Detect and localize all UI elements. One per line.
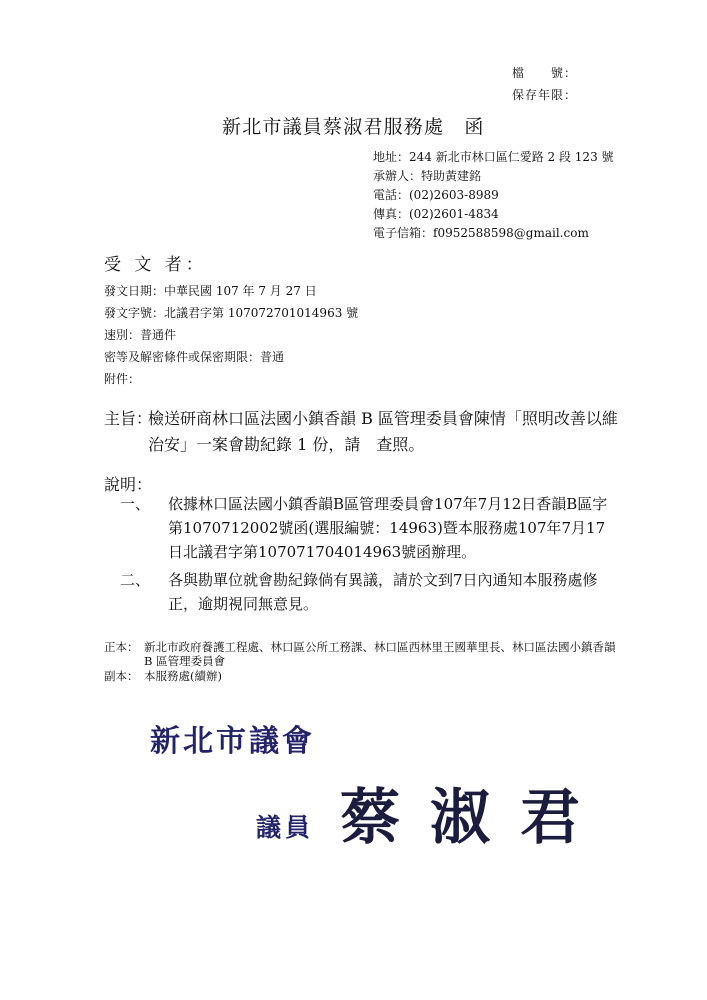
contact-handler: 承辦人：特助黃建銘 [373,169,482,183]
recipient-label: 受 文 者： [104,255,207,275]
stamp-organization: 新北市議會 [150,724,315,759]
contact-address: 地址：244 新北市林口區仁愛路 2 段 123 號 [373,150,614,164]
explanation-heading: 說明： [104,475,153,494]
subject-prefix: 主旨： [104,409,153,428]
explanation-item [120,492,620,564]
contact-phone: 電話：(02)2603-8989 [373,188,499,202]
distribution-main-label: 正本： [104,640,139,654]
meta-doc-number: 發文字號：北議君字第 107072701014963 號 [104,306,359,320]
archive-retention-period: 保存年限： [512,88,578,102]
distribution-copy [104,669,624,685]
distribution-copy-label: 副本： [104,669,139,683]
distribution-copy-list: 本服務處(續辦) [144,669,222,683]
archive-file-number: 檔 號： [512,66,578,80]
meta-date: 發文日期：中華民國 107 年 7 月 27 日 [104,284,317,298]
meta-confidentiality: 密等及解密條件或保密期限：普通 [104,350,285,364]
explanation-item-text: 依據林口區法國小鎮香韻B區管理委員會107年7月12日香韻B區字第1070712002號函(選服編號：14963)暨本服務處107年7月17日北議君字第107071704014963號函辦理。 [168,495,608,561]
distribution-main-list: 新北市政府養護工程處、林口區公所工務課、林口區西林里王國華里長、林口區法國小鎮香韻 B 區管理委員會 [144,640,616,668]
explanation-item-number: 一、 [120,495,151,513]
meta-attachment: 附件： [104,372,141,386]
subject-text: 檢送研商林口區法國小鎮香韻 B 區管理委員會陳情「照明改善以維治安」一案會勘紀錄 1 份，請 查照。 [148,409,618,454]
distribution-main [104,640,624,670]
contact-email: 電子信箱：f0952588598@gmail.com [373,226,589,240]
contact-fax: 傳真：(02)2601-4834 [373,207,499,221]
stamp-signature-name: 蔡淑君 [340,783,610,853]
stamp-title: 議員 [256,813,315,842]
explanation-item-text: 各與勘單位就會勘紀錄倘有異議，請於文到7日內通知本服務處修正，逾期視同無意見。 [168,571,598,613]
explanation-item-number: 二、 [120,571,151,589]
meta-speed: 速別：普通件 [104,328,177,342]
document-title: 新北市議員蔡淑君服務處 函 [222,116,485,138]
explanation-item [120,568,620,616]
